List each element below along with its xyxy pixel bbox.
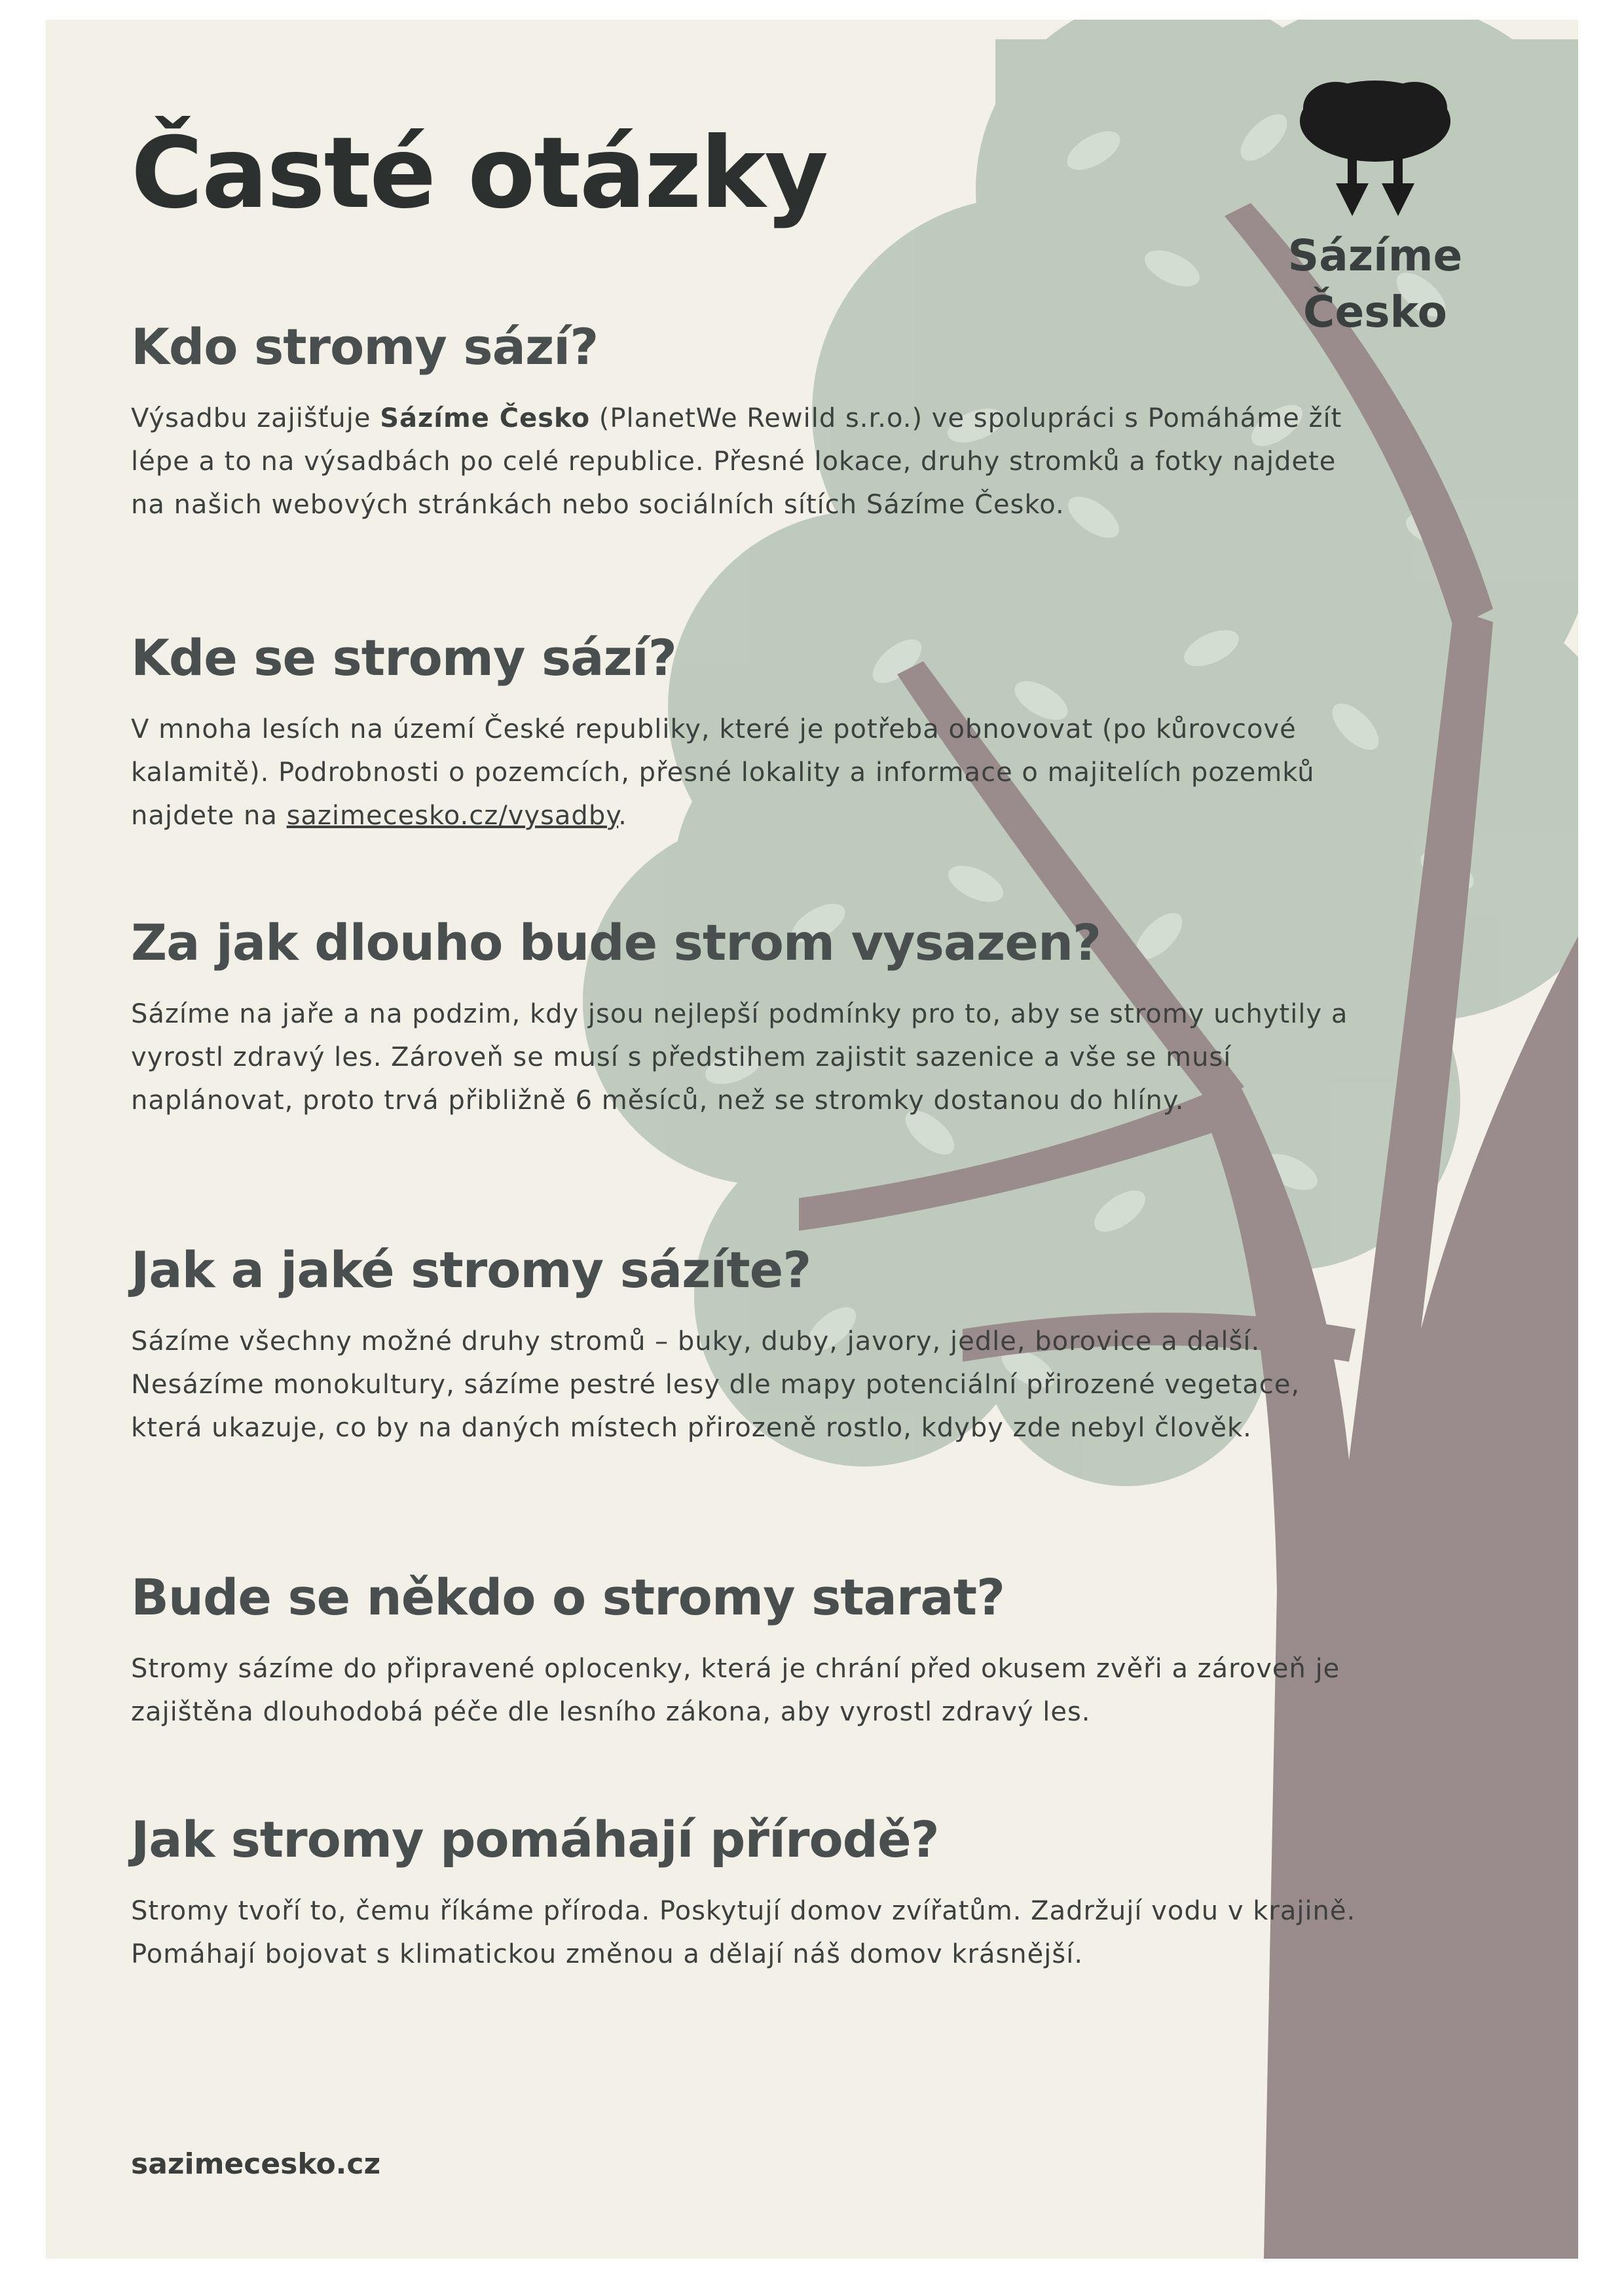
faq-item-care [131, 1568, 1362, 1734]
faq-answer: Sázíme všechny možné druhy stromů – buky, duby, javory, jedle, borovice a další. Nesázíme monokultury, sázíme pestré lesy dle mapy potenciální přirozené vegetace, která ukazuje, co by na daných místech přirozeně rostlo, kdyby zde nebyl člověk. [131, 1326, 1301, 1443]
page-title: Časté otázky [131, 117, 828, 230]
faq-answer: Sázíme na jaře a na podzim, kdy jsou nejlepší podmínky pro to, aby se stromy uchytily a vyrostl zdravý les. Zároveň se musí s předstihem zajistit sazenice a vše se musí naplánovat, proto trvá přibližně 6 měsíců, než se stromky dostanou do hlíny. [131, 998, 1348, 1116]
logo-line2: Česko [1303, 287, 1447, 337]
faq-answer: Stromy sázíme do připravené oplocenky, která je chrání před okusem zvěři a zároveň je zajištěna dlouhodobá péče dle lesního zákona, aby vyrostl zdravý les. [131, 1653, 1340, 1727]
faq-question: Kde se stromy sází? [131, 629, 676, 687]
faq-question: Jak a jaké stromy sázíte? [131, 1241, 811, 1299]
faq-question: Za jak dlouho bude strom vysazen? [131, 913, 1101, 972]
faq-answer: Stromy tvoří to, čemu říkáme příroda. Poskytují domov zvířatům. Zadržují vodu v krajině. Pomáhají bojovat s klimatickou změnou a dělají náš domov krásnější. [131, 1895, 1356, 1969]
faq-item-help-nature [131, 1810, 1362, 1976]
page-sheet [46, 20, 1578, 2259]
faq-question: Jak stromy pomáhají přírodě? [131, 1810, 939, 1868]
faq-item-how-long [131, 913, 1362, 1122]
vysadby-link[interactable]: sazimecesko.cz/vysadby [286, 800, 619, 831]
brand-logo [1251, 75, 1500, 338]
faq-item-where-plants [131, 629, 1362, 837]
logo-line1: Sázíme [1287, 230, 1463, 281]
footer-url-link[interactable]: sazimecesko.cz [131, 2147, 381, 2181]
faq-answer: Výsadbu zajišťuje Sázíme Česko (PlanetWe Rewild s.r.o.) ve spolupráci s Pomáháme žít lépe a to na výsadbách po celé republice. Přesné lokace, druhy stromků a fotky najdete na našich webových stránkách nebo sociálních sítích Sázíme Česko. [131, 403, 1342, 520]
faq-item-who-plants [131, 318, 1362, 526]
faq-item-which-trees [131, 1241, 1362, 1449]
faq-question: Bude se někdo o stromy starat? [131, 1568, 1005, 1626]
faq-question: Kdo stromy sází? [131, 318, 599, 376]
tree-with-shovels-icon [1297, 75, 1454, 226]
faq-answer: V mnoha lesích na území České republiky, které je potřeba obnovovat (po kůrovcové kalamitě). Podrobnosti o pozemcích, přesné lokality a informace o majitelích pozemků najdete na sazimecesko.cz/vysadby. [131, 714, 1315, 831]
